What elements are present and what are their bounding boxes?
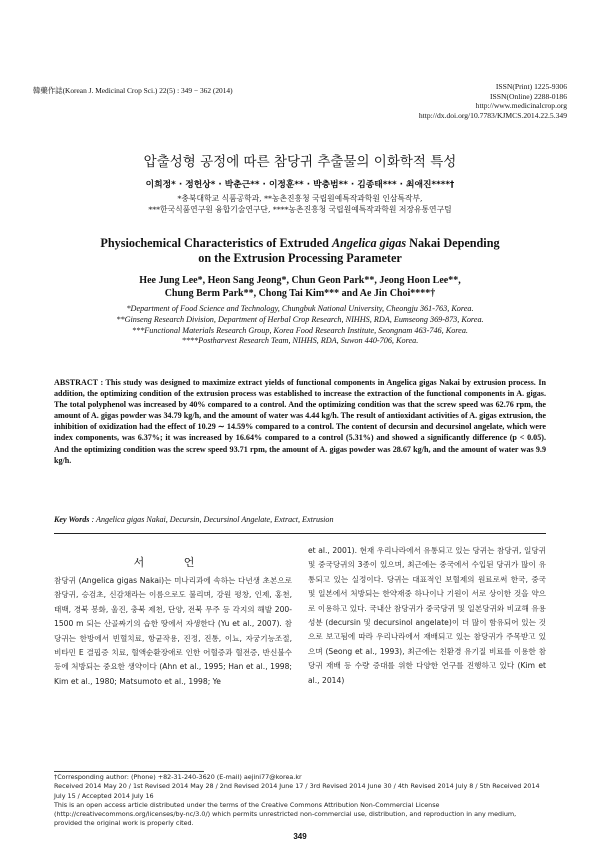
english-authors	[40, 275, 560, 300]
keywords-label: Key Words	[54, 515, 90, 524]
korean-affiliation-1: *충북대학교 식품공학과, **농촌진흥청 국립원예특작과학원 인삼특작부,	[177, 194, 423, 203]
body-left-column: 참당귀 (Angelica gigas Nakai)는 미나리과에 속하는 다년생 초본으로 참당귀, 승검초, 신감채라는 이름으로도 불리며, 강원 평창, 인제, 홍천, 태백, 경북 봉화, 울진, 충북 제천, 단양, 전북 무주 등 각지의 해발 200-1500 m 되는 산골짜기의 습한 땅에서 자생한다 (Yu et al., 2007). 참당귀는 한방에서 빈혈치료, 항균작용, 진정, 진통, 이뇨, 자궁기능조절, 비타민 E 결핍증 치료, 혈액순환장애로 인한 어혈증과 혈전증, 반신불수 등에 처방되는 중요한 생약이다 (Ahn et al., 1995; Han et al., 1998; Kim et al., 1980; Matsumoto et al., 1998; Ye	[54, 576, 292, 686]
affiliation-2: **Ginseng Research Division, Department of Herbal Crop Research, NIHHS, RDA, Eumseong 369-873, Korea.	[116, 314, 484, 324]
english-title	[40, 236, 560, 266]
keywords-text: : Angelica gigas Nakai, Decursin, Decursinol Angelate, Extract, Extrusion	[89, 515, 334, 524]
authors-line-1: Hee Jung Lee*, Heon Sang Jeong*, Chun Geon Park**, Jeong Hoon Lee**,	[139, 275, 461, 286]
license-notice: This is an open access article distributed under the terms of the Creative Commons Attribution Non-Commercial License (http://creativecommons.org/licenses/by-nc/3.0/) which permits unrestricted non-commercial use, distribution, and reproduction in any medium, provided the original work is properly cited.	[54, 800, 517, 828]
affiliation-3: ***Functional Materials Research Group, Korea Food Research Institute, Seongnam 463-746, Korea.	[132, 325, 468, 335]
footnote	[54, 773, 546, 829]
body-right-column: et al., 2001). 현재 우리나라에서 유통되고 있는 당귀는 참당귀, 일당귀 및 중국당귀의 3종이 있으며, 최근에는 중국에서 수입된 당귀가 많이 유통되고 있는 실정이다. 당귀는 대표적인 보혈제의 원료로써 한국, 중국 및 일본에서 처방되는 한약재중 하나이나 기원이 서로 상이한 것을 약으로 이용하고 있다. 국내산 참당귀가 중국당귀 및 일본당귀와 비교해 유용성분 (decursin 및 decursinol angelate)이 더 많이 함유되어 있는 것으로 보고됨에 따라 우리나라에서 재배되고 있는 참당귀가 주목받고 있으며 (Seong et al., 1993), 최근에는 친환경 유기질 비료를 이용한 참당귀 재배 등 수량 증대를 위한 다양한 연구를 진행하고 있다 (Kim et al., 2014)	[308, 546, 546, 685]
korean-authors: 이희정* · 정헌상* · 박춘근** · 이정훈** · 박충범** · 김종태*** · 최애진****†	[145, 180, 455, 190]
issn-online: ISSN(Online) 2288-0186	[490, 91, 567, 101]
received-dates: Received 2014 May 20 / 1st Revised 2014 May 28 / 2nd Revised 2014 June 17 / 3rd Revised 2014 June 30 / 4th Revised 2014 July 8 / 5th Received 2014 July 15 / Accepted 2014 July 16	[54, 782, 540, 800]
korean-affiliation-2: ***한국식품연구원 융합기술연구단, ****농촌진흥청 국립원예특작과학원 저장유통연구팀	[148, 205, 452, 214]
keywords	[54, 515, 546, 524]
title-part-2: Nakai Depending	[406, 236, 500, 250]
footnote-divider	[54, 771, 204, 772]
english-affiliations	[40, 304, 560, 347]
title-part-1: Physiochemical Characteristics of Extruded	[100, 236, 332, 250]
title-species: Angelica gigas	[331, 236, 407, 250]
korean-title: 압출성형 공정에 따른 참당귀 추출물의 이화학적 특성	[143, 154, 457, 170]
journal-citation: 韓藥作誌(Korean J. Medicinal Crop Sci.) 22(5) : 349 − 362 (2014)	[33, 86, 233, 95]
korean-affiliations	[0, 193, 600, 215]
affiliation-4: ****Postharvest Research Team, NIHHS, RDA, Suwon 440-706, Korea.	[181, 336, 419, 346]
doi-link[interactable]: http://dx.doi.org/10.7783/KJMCS.2014.22.5.349	[418, 110, 567, 120]
affiliation-1: *Department of Food Science and Technology, Chungbuk National University, Cheongju 361-763, Korea.	[126, 304, 474, 313]
title-part-3: on the Extrusion Processing Parameter	[198, 251, 402, 265]
corresponding-author: †Corresponding author: (Phone) +82-31-240-3620 (E-mail) aejini77@korea.kr	[54, 773, 302, 781]
page-number: 349	[293, 832, 307, 841]
journal-identifiers	[419, 82, 567, 120]
authors-line-2: Chung Berm Park**, Chong Tai Kim*** and Ae Jin Choi****†	[164, 287, 436, 299]
section-divider	[54, 533, 546, 534]
issn-print: ISSN(Print) 1225-9306	[495, 82, 567, 91]
abstract: ABSTRACT : This study was designed to maximize extract yields of functional components in Angelica gigas Nakai by extrusion process. In addition, the optimizing condition of the extrusion process was established to increase the extraction of the functional components in A. gigas. The total polyphenol was increased by 40% compared to a control. And the optimizing condition was that the screw speed was 62.76 rpm, the amount of A. gigas powder was 34.79 kg/h, and the amount of water was 4.44 kg/h. The result of antioxidant activities of A. gigas extrusion, the inhibition of oxidization had the effect of 10.29 ∼ 14.59% compared to a control. The content of decursin and decursinol angelate, which were index components, was 6.37%; it was increased by 16.64% compared to a control (5.31%) and showed a significantly difference (p < 0.05). And the optimizing condition was the screw speed 93.71 rpm, the amount of A. gigas powder was 28.67 kg/h, and the amount of water was 9.9 kg/h.	[54, 378, 546, 465]
section-title: 서 언	[133, 556, 213, 569]
journal-website[interactable]: http://www.medicinalcrop.org	[475, 101, 567, 111]
